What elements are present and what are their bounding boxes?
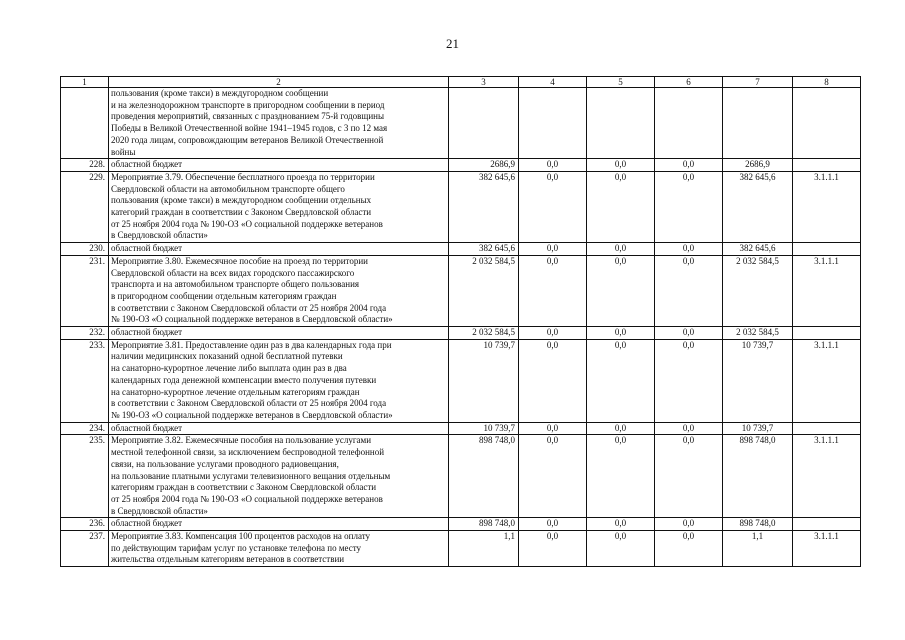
- row-description: [109, 339, 449, 422]
- row-number: 230.: [61, 243, 109, 256]
- value-col-4: 0,0: [519, 243, 587, 256]
- value-col-5: 0,0: [587, 518, 655, 531]
- target-indicator: 3.1.1.1: [793, 171, 861, 242]
- value-col-5: 0,0: [587, 255, 655, 326]
- value-col-5: 0,0: [587, 531, 655, 567]
- row-description: [109, 159, 449, 172]
- target-indicator: [793, 88, 861, 159]
- description-line: Мероприятие 3.80. Ежемесячное пособие на проезд по территории: [111, 255, 368, 266]
- value-col-6: 0,0: [655, 531, 723, 567]
- value-total: 898 748,0: [449, 518, 519, 531]
- row-description: [109, 171, 449, 242]
- table-row: [61, 531, 861, 567]
- value-col-7: 2 032 584,5: [723, 255, 793, 326]
- row-number: 232.: [61, 327, 109, 340]
- target-indicator: [793, 422, 861, 435]
- value-total: [449, 88, 519, 159]
- target-indicator: 3.1.1.1: [793, 339, 861, 422]
- description-line: областной бюджет: [111, 159, 183, 170]
- column-header: 7: [723, 77, 793, 88]
- value-total: 382 645,6: [449, 171, 519, 242]
- value-col-6: 0,0: [655, 327, 723, 340]
- value-col-4: 0,0: [519, 422, 587, 435]
- value-col-7: 2 032 584,5: [723, 327, 793, 340]
- value-col-4: [519, 88, 587, 159]
- row-description: [109, 243, 449, 256]
- description-line: наличии медицинских показаний одной бесплатной путевки: [111, 351, 343, 362]
- description-line: войны: [111, 146, 136, 157]
- value-col-5: 0,0: [587, 243, 655, 256]
- description-line: № 190-ОЗ «О социальной поддержке ветеранов в Свердловской области»: [111, 314, 393, 325]
- row-description: [109, 255, 449, 326]
- table-row: [61, 339, 861, 422]
- value-col-4: 0,0: [519, 255, 587, 326]
- value-col-6: 0,0: [655, 243, 723, 256]
- description-line: в Свердловской области»: [111, 505, 208, 516]
- value-col-7: [723, 88, 793, 159]
- description-line: в соответствии с Законом Свердловской области от 25 ноября 2004 года: [111, 398, 387, 409]
- value-col-4: 0,0: [519, 171, 587, 242]
- value-col-4: 0,0: [519, 518, 587, 531]
- description-line: областной бюджет: [111, 327, 183, 338]
- description-line: и на железнодорожном транспорте в пригородном сообщении в период: [111, 99, 385, 110]
- value-col-4: 0,0: [519, 327, 587, 340]
- value-col-6: 0,0: [655, 255, 723, 326]
- row-description: [109, 518, 449, 531]
- description-line: областной бюджет: [111, 422, 183, 433]
- value-col-6: 0,0: [655, 435, 723, 518]
- description-line: категорий граждан в соответствии с Законом Свердловской области: [111, 207, 372, 218]
- description-line: 2020 года лицам, сопровождающим ветеранов Великой Отечественной: [111, 134, 384, 145]
- value-col-7: 1,1: [723, 531, 793, 567]
- description-line: категориям граждан в соответствии с Законом Свердловской области: [111, 482, 377, 493]
- description-line: Мероприятие 3.82. Ежемесячные пособия на пользование услугами: [111, 435, 372, 446]
- value-col-4: 0,0: [519, 531, 587, 567]
- target-indicator: 3.1.1.1: [793, 255, 861, 326]
- column-header: 4: [519, 77, 587, 88]
- value-col-7: 382 645,6: [723, 243, 793, 256]
- value-col-5: 0,0: [587, 327, 655, 340]
- table-row: [61, 88, 861, 159]
- description-line: от 25 ноября 2004 года № 190-ОЗ «О социальной поддержке ветеранов: [111, 218, 383, 229]
- description-line: по действующим тарифам услуг по установке телефона по месту: [111, 542, 362, 553]
- table-row: [61, 159, 861, 172]
- description-line: Свердловской области на автомобильном транспорте общего: [111, 183, 345, 194]
- value-total: 10 739,7: [449, 339, 519, 422]
- row-number: 235.: [61, 435, 109, 518]
- description-line: пользования (кроме такси) в междугородном сообщении отдельных: [111, 195, 372, 206]
- column-header: 2: [109, 77, 449, 88]
- table-row: [61, 435, 861, 518]
- value-col-6: [655, 88, 723, 159]
- description-line: Победы в Великой Отечественной войне 1941–1945 годов, с 3 по 12 мая: [111, 123, 388, 134]
- description-line: областной бюджет: [111, 243, 183, 254]
- description-line: связи, на пользование услугами проводного радиовещания,: [111, 458, 339, 469]
- description-line: в пригородном сообщении отдельным категориям граждан: [111, 290, 337, 301]
- description-line: на санаторно-курортное лечение отдельным категориям граждан: [111, 386, 360, 397]
- value-col-6: 0,0: [655, 171, 723, 242]
- row-number: 233.: [61, 339, 109, 422]
- value-total: 382 645,6: [449, 243, 519, 256]
- row-number: 237.: [61, 531, 109, 567]
- description-line: № 190-ОЗ «О социальной поддержке ветеранов в Свердловской области»: [111, 409, 393, 420]
- column-header: 5: [587, 77, 655, 88]
- table-row: [61, 171, 861, 242]
- value-col-5: 0,0: [587, 159, 655, 172]
- column-header: 8: [793, 77, 861, 88]
- value-col-7: 10 739,7: [723, 422, 793, 435]
- table-header-row: [61, 77, 861, 88]
- description-line: Мероприятие 3.79. Обеспечение бесплатного проезда по территории: [111, 171, 375, 182]
- row-description: [109, 88, 449, 159]
- value-col-5: 0,0: [587, 339, 655, 422]
- table-row: [61, 255, 861, 326]
- value-col-5: 0,0: [587, 422, 655, 435]
- target-indicator: [793, 159, 861, 172]
- value-total: 10 739,7: [449, 422, 519, 435]
- row-number: 228.: [61, 159, 109, 172]
- description-line: на санаторно-курортное лечение либо выплата один раз в два: [111, 363, 347, 374]
- row-description: [109, 531, 449, 567]
- row-number: 231.: [61, 255, 109, 326]
- page-number: 21: [446, 36, 459, 51]
- value-col-5: 0,0: [587, 435, 655, 518]
- value-col-6: 0,0: [655, 422, 723, 435]
- description-line: местной телефонной связи, за исключением беспроводной телефонной: [111, 447, 385, 458]
- description-line: транспорта и на автомобильном транспорте общего пользования: [111, 279, 360, 290]
- value-col-6: 0,0: [655, 159, 723, 172]
- target-indicator: [793, 243, 861, 256]
- value-total: 898 748,0: [449, 435, 519, 518]
- column-header: 6: [655, 77, 723, 88]
- column-header: 3: [449, 77, 519, 88]
- target-indicator: 3.1.1.1: [793, 435, 861, 518]
- budget-table: [60, 76, 861, 567]
- description-line: Мероприятие 3.83. Компенсация 100 процентов расходов на оплату: [111, 531, 371, 542]
- value-col-5: [587, 88, 655, 159]
- description-line: жительства отдельным категориям ветеранов в соответствии: [111, 554, 345, 565]
- value-col-7: 2686,9: [723, 159, 793, 172]
- description-line: в соответствии с Законом Свердловской области от 25 ноября 2004 года: [111, 302, 387, 313]
- value-total: 1,1: [449, 531, 519, 567]
- column-header: 1: [61, 77, 109, 88]
- table-row: [61, 422, 861, 435]
- description-line: от 25 ноября 2004 года № 190-ОЗ «О социальной поддержке ветеранов: [111, 493, 383, 504]
- description-line: Свердловской области на всех видах городского пассажирского: [111, 267, 355, 278]
- table-row: [61, 243, 861, 256]
- description-line: календарных года денежной компенсации вместо получения путевки: [111, 374, 377, 385]
- value-col-6: 0,0: [655, 518, 723, 531]
- row-number: 234.: [61, 422, 109, 435]
- value-col-7: 898 748,0: [723, 518, 793, 531]
- row-description: [109, 435, 449, 518]
- description-line: в Свердловской области»: [111, 230, 208, 241]
- row-number: 236.: [61, 518, 109, 531]
- value-col-4: 0,0: [519, 339, 587, 422]
- row-number: 229.: [61, 171, 109, 242]
- description-line: областной бюджет: [111, 518, 183, 529]
- value-col-4: 0,0: [519, 435, 587, 518]
- row-number: [61, 88, 109, 159]
- table-row: [61, 327, 861, 340]
- value-total: 2 032 584,5: [449, 327, 519, 340]
- target-indicator: [793, 518, 861, 531]
- value-col-6: 0,0: [655, 339, 723, 422]
- value-col-5: 0,0: [587, 171, 655, 242]
- value-col-7: 382 645,6: [723, 171, 793, 242]
- row-description: [109, 422, 449, 435]
- row-description: [109, 327, 449, 340]
- value-total: 2686,9: [449, 159, 519, 172]
- description-line: проведения мероприятий, связанных с празднованием 75-й годовщины: [111, 111, 385, 122]
- value-col-4: 0,0: [519, 159, 587, 172]
- value-col-7: 898 748,0: [723, 435, 793, 518]
- description-line: Мероприятие 3.81. Предоставление один раз в два календарных года при: [111, 339, 392, 350]
- description-line: на пользование платными услугами телевизионного вещания отдельным: [111, 470, 391, 481]
- table-row: [61, 518, 861, 531]
- target-indicator: 3.1.1.1: [793, 531, 861, 567]
- description-line: пользования (кроме такси) в междугородном сообщении: [111, 88, 329, 98]
- table-body: [61, 88, 861, 567]
- value-total: 2 032 584,5: [449, 255, 519, 326]
- value-col-7: 10 739,7: [723, 339, 793, 422]
- target-indicator: [793, 327, 861, 340]
